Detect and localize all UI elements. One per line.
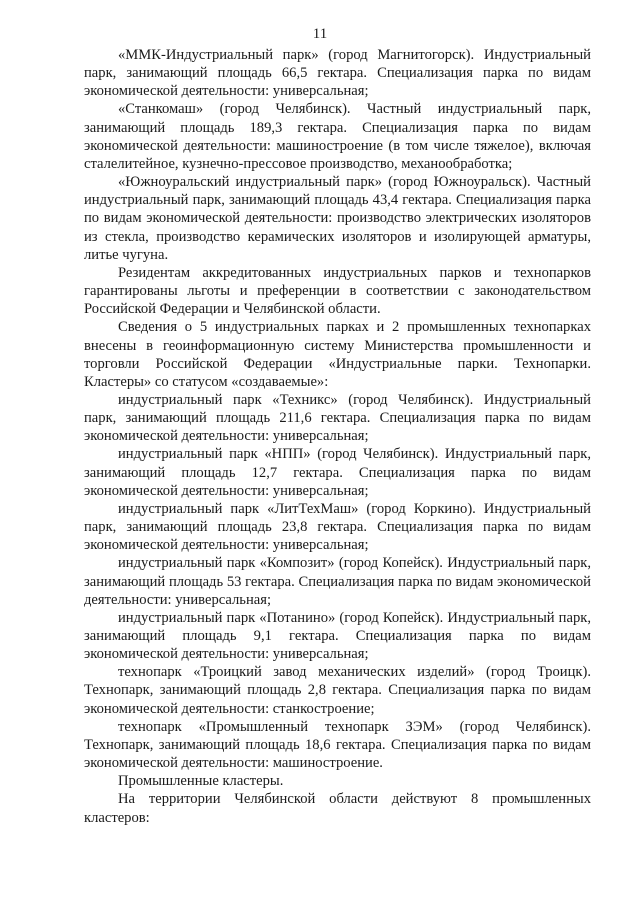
paragraph-stankomash: «Станкомаш» (город Челябинск). Частный индустриальный парк, занимающий площадь 189,3 гектара. Специализация парка по видам экономической деятельности: машиностроение (в том числе тяжелое), включая сталелитейное, кузнечно-прессовое производство, механообработка; <box>84 101 591 172</box>
paragraph-clusters-intro: На территории Челябинской области действуют 8 промышленных кластеров: <box>84 791 591 826</box>
paragraph-residents-benefits: Резидентам аккредитованных индустриальных парков и технопарков гарантированы льготы и преференции в соответствии с законодательством Российской Федерации и Челябинской области. <box>84 264 591 318</box>
page-number: 11 <box>312 26 328 42</box>
paragraph-littekhmash-park: индустриальный парк «ЛитТехМаш» (город Коркино). Индустриальный парк, занимающий площадь 23,8 гектара. Специализация парка по видам экономической деятельности: универсальная; <box>84 500 591 554</box>
paragraph-zem-technopark: технопарк «Промышленный технопарк ЗЭМ» (город Челябинск). Технопарк, занимающий площадь 18,6 гектара. Специализация парка по видам экономической деятельности: машиностроение. <box>84 718 591 772</box>
paragraph-yuzhnouralsk-industrial-park: «Южноуральский индустриальный парк» (город Южноуральск). Частный индустриальный парк, занимающий площадь 43,4 гектара. Специализация парка по видам экономической деятельности: производство электрических изоляторов из стекла, производство керамических изоляторов и изолирующей арматуры, литье чугуна. <box>84 174 591 263</box>
paragraph-troitsk-technopark: технопарк «Троицкий завод механических изделий» (город Троицк). Технопарк, занимающий площадь 2,8 гектара. Специализация парка по видам экономической деятельности: станкостроение; <box>84 664 591 717</box>
paragraph-kompozit-park: индустриальный парк «Композит» (город Копейск). Индустриальный парк, занимающий площадь 53 гектара. Специализация парка по видам экономической деятельности: универсальная; <box>84 555 591 608</box>
paragraph-mmk-industrial-park: «ММК-Индустриальный парк» (город Магнитогорск). Индустриальный парк, занимающий площадь 66,5 гектара. Специализация парка по видам экономической деятельности: универсальная; <box>84 47 591 100</box>
paragraph-npp-park: индустриальный парк «НПП» (город Челябинск). Индустриальный парк, занимающий площадь 12,7 гектара. Специализация парка по видам экономической деятельности: универсальная; <box>84 446 591 499</box>
document-body <box>84 46 591 827</box>
paragraph-gis-registry-intro: Сведения о 5 индустриальных парках и 2 промышленных технопарках внесены в геоинформационную систему Министерства промышленности и торговли Российской Федерации «Индустриальные парки. Технопарки. Кластеры» со статусом «создаваемые»: <box>84 319 591 390</box>
section-heading-industrial-clusters: Промышленные кластеры. <box>118 773 284 790</box>
paragraph-potanino-park: индустриальный парк «Потанино» (город Копейск). Индустриальный парк, занимающий площадь 9,1 гектара. Специализация парка по видам экономической деятельности: универсальная; <box>84 609 591 663</box>
paragraph-tekhniks-park: индустриальный парк «Техникс» (город Челябинск). Индустриальный парк, занимающий площадь 211,6 гектара. Специализация парка по видам экономической деятельности: универсальная; <box>84 391 591 445</box>
